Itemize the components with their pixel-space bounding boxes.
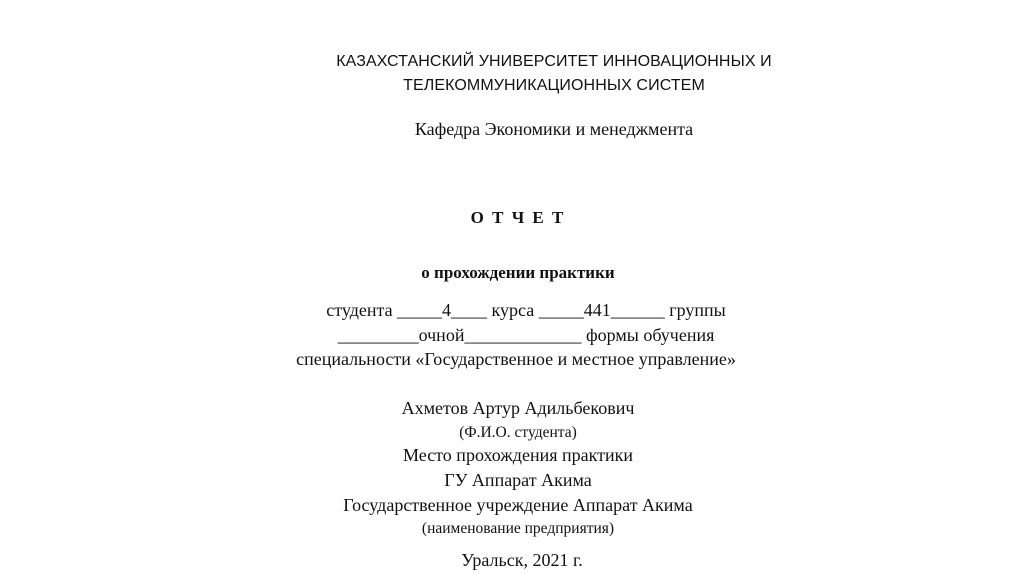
practice-place-short: ГУ Аппарат Акима bbox=[444, 470, 592, 490]
practice-place-full: Государственное учреждение Аппарат Акима bbox=[343, 495, 693, 515]
study-form-line: _________очной_____________ формы обучения bbox=[337, 325, 715, 345]
city-year: Уральск, 2021 г. bbox=[461, 550, 583, 570]
university-name-line2: ТЕЛЕКОММУНИКАЦИОННЫХ СИСТЕМ bbox=[403, 77, 705, 94]
department-name: Кафедра Экономики и менеджмента bbox=[414, 119, 694, 139]
course-group-line: студента _____4____ курса _____441______ группы bbox=[326, 300, 726, 320]
report-title: О Т Ч Е Т bbox=[470, 208, 566, 227]
university-name-line1: КАЗАХСТАНСКИЙ УНИВЕРСИТЕТ ИННОВАЦИОННЫХ И bbox=[336, 53, 772, 70]
enterprise-caption: (наименование предприятия) bbox=[421, 520, 615, 537]
student-name-caption: (Ф.И.О. студента) bbox=[459, 424, 577, 441]
report-subtitle: о прохождении практики bbox=[421, 263, 615, 282]
practice-place-label: Место прохождения практики bbox=[402, 445, 633, 465]
specialty-line: специальности «Государственное и местное управление» bbox=[296, 349, 736, 369]
student-full-name: Ахметов Артур Адильбекович bbox=[401, 398, 635, 418]
